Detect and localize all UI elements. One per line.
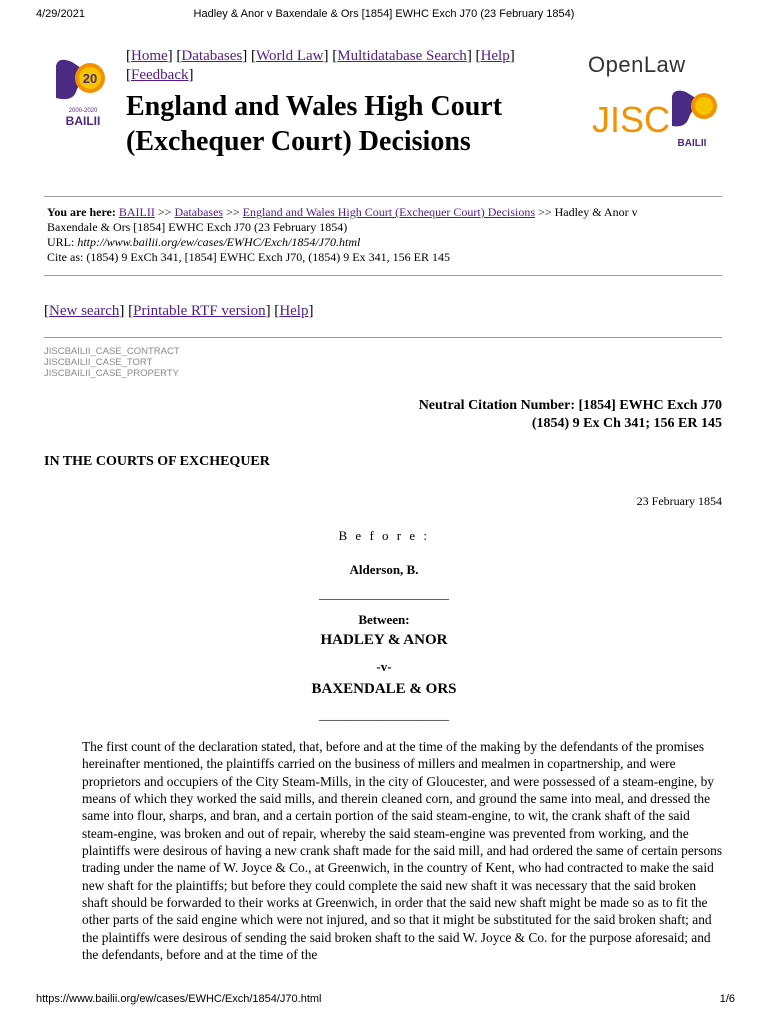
case-tag: JISCBAILII_CASE_PROPERTY <box>44 368 179 379</box>
print-header <box>0 8 768 24</box>
breadcrumb-current-a: Hadley & Anor v <box>554 205 638 219</box>
nav-help-link[interactable]: Help <box>480 48 510 64</box>
breadcrumb-bailii-link[interactable]: BAILII <box>118 205 155 219</box>
openlaw-logo[interactable]: OpenLaw <box>588 52 686 77</box>
divider <box>44 196 722 197</box>
print-footer-url: https://www.bailii.org/ew/cases/EWHC/Exch/1854/J70.html <box>36 993 322 1005</box>
court-heading: IN THE COURTS OF EXCHEQUER <box>44 454 270 469</box>
breadcrumb-prefix: You are here: <box>47 205 116 219</box>
case-nav: [New search] [Printable RTF version] [Help] <box>44 303 314 319</box>
print-title: Hadley & Anor v Baxendale & Ors [1854] EWHC Exch J70 (23 February 1854) <box>193 8 575 20</box>
before-label: B e f o r e : <box>338 528 430 543</box>
separator-line: ____________________ <box>319 707 449 722</box>
breadcrumb-current-b: Baxendale & Ors [1854] EWHC Exch J70 (23 February 1854) <box>47 220 348 234</box>
case-tag: JISCBAILII_CASE_CONTRACT <box>44 346 180 357</box>
bailii-logo-years: 2000-2020 <box>68 108 98 114</box>
neutral-citation-line1: Neutral Citation Number: [1854] EWHC Exch J70 <box>418 398 722 413</box>
print-footer <box>0 993 768 1009</box>
new-search-link[interactable]: New search <box>49 303 120 319</box>
top-nav: [Home] [Databases] [World Law] [Multidatabase Search] [Help] [Feedback] <box>126 48 515 83</box>
cite-label: Cite as: <box>47 250 84 264</box>
claimant-party: HADLEY & ANOR <box>320 632 448 648</box>
url-value: http://www.bailii.org/ew/cases/EWHC/Exch/1854/J70.html <box>77 235 361 249</box>
separator-line: ____________________ <box>319 586 449 601</box>
bailii-logo[interactable] <box>50 52 116 130</box>
nav-world-law-link[interactable]: World Law <box>255 48 324 64</box>
site-title <box>126 89 586 159</box>
print-page-number: 1/6 <box>719 993 735 1005</box>
divider <box>44 275 722 276</box>
site-title-line2: (Exchequer Court) Decisions <box>126 126 471 157</box>
printable-rtf-link[interactable]: Printable RTF version <box>133 303 266 319</box>
breadcrumb-databases-link[interactable]: Databases <box>174 205 224 219</box>
breadcrumb-separator: >> <box>154 205 175 219</box>
judgment-paragraph: The first count of the declaration stated, that, before and at the time of the making by the defendants of the promises hereinafter mentioned, the plaintiffs carried on the business of millers and mealmen in copartnership, and were proprietors and occupiers of the City Steam-Mills, in the city of Gloucester, and were possessed of a steam-engine, by means of which they worked the said mills, and therein cleaned corn, and ground the same into meal, and dressed the same into flour, sharps, and bran, and a certain portion of the said steam-engine, to wit, the crank shaft of the said steam-engine, was broken and out of repair, whereby the said steam-engine was prevented from working, and the plaintiffs were desirous of having a new crank shaft made for the said mill, and had ordered the same of certain persons trading under the name of W. Joyce & Co., at Greenwich, in the country of Kent, who had contracted to make the said new shaft for the plaintiffs; but before they could complete the said new shaft it was necessary that the said broken shaft should be forwarded to their works at Greenwich, in order that the said new shaft might be made so as to fit the other parts of the said engine which were not injured, and so that it might be substituted for the said broken shaft; and the plaintiffs were desirous of sending the said broken shaft to the said W. Joyce & Co. for the purpose aforesaid; and the defendants, before and at the time of the <box>82 739 723 963</box>
nav-home-link[interactable]: Home <box>131 48 168 64</box>
jisc-logo-text: JISC <box>592 99 671 140</box>
print-date: 4/29/2021 <box>36 8 85 20</box>
divider <box>44 337 722 338</box>
judge-name: Alderson, B. <box>349 562 419 577</box>
bailii-logo-right-text: BAILII <box>677 138 707 149</box>
breadcrumb-separator: >> <box>223 205 243 219</box>
breadcrumb-court-link[interactable]: England and Wales High Court (Exchequer Court) Decisions <box>242 205 536 219</box>
site-title-line1: England and Wales High Court <box>126 91 503 122</box>
between-label: Between: <box>358 612 410 627</box>
nav-databases-link[interactable]: Databases <box>181 48 243 64</box>
jisc-bailii-logo-graphic <box>592 86 722 152</box>
bailii-logo-badge: 20 <box>82 71 98 86</box>
bailii-logo-text: BAILII <box>65 114 101 128</box>
neutral-citation <box>419 397 722 433</box>
decision-date: 23 February 1854 <box>636 494 722 508</box>
case-tag: JISCBAILII_CASE_TORT <box>44 357 153 368</box>
versus-label: -v- <box>376 659 392 674</box>
bailii-logo-graphic <box>50 52 116 130</box>
cite-value: (1854) 9 ExCh 341, [1854] EWHC Exch J70, (1854) 9 Ex 341, 156 ER 145 <box>86 250 450 264</box>
url-label: URL: <box>47 235 75 249</box>
neutral-citation-line2: (1854) 9 Ex Ch 341; 156 ER 145 <box>531 416 722 431</box>
nav-multidatabase-search-link[interactable]: Multidatabase Search <box>337 48 467 64</box>
nav-feedback-link[interactable]: Feedback <box>131 67 189 83</box>
case-help-link[interactable]: Help <box>279 303 309 319</box>
breadcrumb <box>47 205 727 265</box>
defendant-party: BAXENDALE & ORS <box>311 681 457 697</box>
case-tags <box>44 346 180 379</box>
breadcrumb-separator: >> <box>535 205 555 219</box>
jisc-bailii-logo[interactable] <box>592 86 722 152</box>
